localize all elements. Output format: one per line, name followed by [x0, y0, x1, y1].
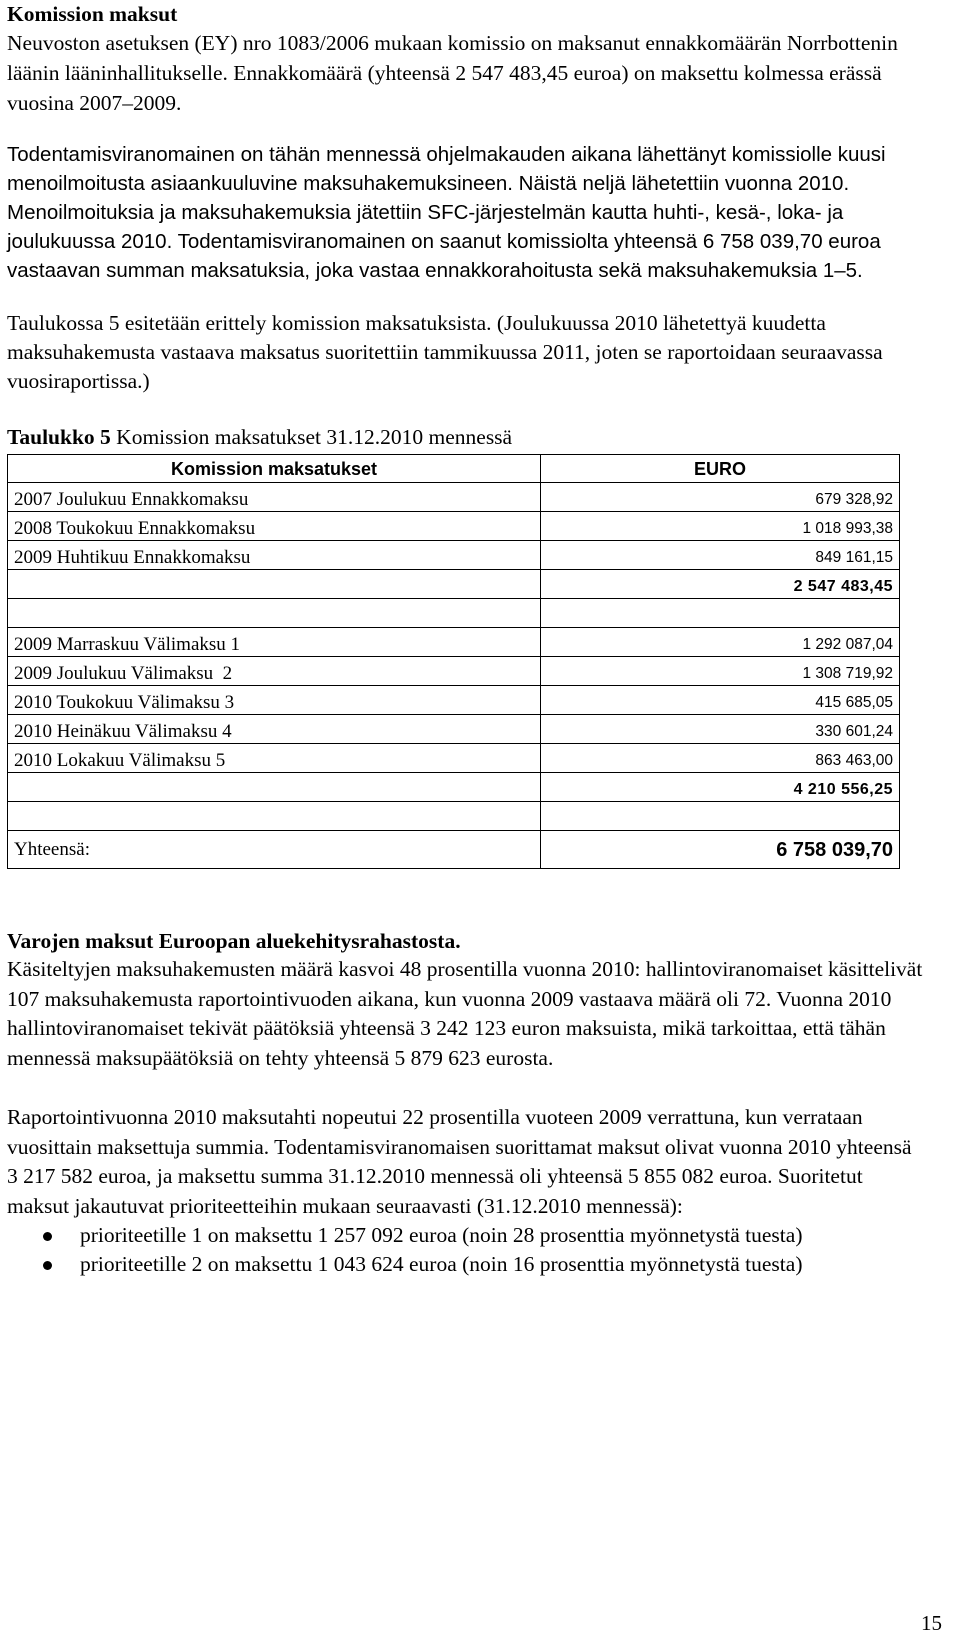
- row-label: 2009 Huhtikuu Ennakkomaksu: [8, 541, 541, 570]
- section-title: Varojen maksut Euroopan aluekehitysrahastosta.: [7, 929, 461, 953]
- paragraph-table-intro: Taulukossa 5 esitetään erittely komission maksatuksista. (Joulukuussa 2010 lähetettyä kuudetta maksuhakemusta vastaava maksatus suoritettiin tammikuussa 2011, joten se raportoidaan seuraavassa vuosiraportissa.): [7, 311, 883, 393]
- row-label: 2010 Toukokuu Välimaksu 3: [8, 686, 541, 715]
- table-header-row: [8, 455, 900, 483]
- row-amount: 330 601,24: [541, 715, 900, 744]
- table-row: [8, 686, 900, 715]
- row-label: 2010 Heinäkuu Välimaksu 4: [8, 715, 541, 744]
- bullet-icon: [43, 1261, 52, 1270]
- paragraph-claims-processed: Käsiteltyjen maksuhakemusten määrä kasvoi 48 prosentilla vuonna 2010: hallintoviranomaiset käsittelivät 107 maksuhakemusta raportointivuoden aikana, kun vuonna 2009 vastaava määrä oli 72. Vuonna 2010 hallintoviranomaiset tekivät päätöksiä yhteensä 3 242 123 euron maksuista, mikä tarkoittaa, että tähän mennessä maksupäätöksiä on tehty yhteensä 5 879 623 eurosta.: [7, 957, 923, 1070]
- table-caption-text: Komission maksatukset 31.12.2010 mennessä: [110, 425, 513, 449]
- table-row-grand-total: [8, 831, 900, 869]
- row-amount: 1 018 993,38: [541, 512, 900, 541]
- list-item: [7, 1250, 927, 1279]
- row-label: 2010 Lokakuu Välimaksu 5: [8, 744, 541, 773]
- page-number: 15: [921, 1611, 942, 1635]
- bullet-icon: [43, 1232, 52, 1241]
- paragraph-payment-claims: Todentamisviranomainen on tähän mennessä ohjelmakauden aikana lähettänyt komissiolle kuusi menoilmoitusta asiaankuuluvine maksuhakemuksineen. Näistä neljä lähetettiin vuonna 2010. Menoilmoituksia ja maksuhakemuksia jätettiin SFC-järjestelmän kautta huhti-, kesä-, loka- ja joulukuussa 2010. Todentamisviranomainen on saanut komissiolta yhteensä 6 758 039,70 euroa vastaavan summan maksatuksia, joka vastaa ennakkorahoitusta sekä maksuhakemuksia 1–5.: [7, 143, 886, 282]
- row-amount: 1 292 087,04: [541, 628, 900, 657]
- row-amount: 415 685,05: [541, 686, 900, 715]
- row-label: 2008 Toukokuu Ennakkomaksu: [8, 512, 541, 541]
- table-row: [8, 628, 900, 657]
- table-row: [8, 483, 900, 512]
- row-amount: 679 328,92: [541, 483, 900, 512]
- grand-total-label: Yhteensä:: [8, 831, 541, 869]
- paragraph-advance-payments: Neuvoston asetuksen (EY) nro 1083/2006 mukaan komissio on maksanut ennakkomäärän Norrbottenin läänin lääninhallitukselle. Ennakkomäärä (yhteensä 2 547 483,45 euroa) on maksettu kolmessa erässä vuosina 2007–2009.: [7, 31, 898, 115]
- table-caption-number: Taulukko 5: [7, 425, 111, 449]
- table-row: [8, 715, 900, 744]
- column-header-euro: EURO: [541, 455, 900, 483]
- paragraph-payment-pace: Raportointivuonna 2010 maksutahti nopeutui 22 prosentilla vuoteen 2009 verrattuna, kun verrataan vuosittain maksettuja summia. Todentamisviranomaisen suorittamat maksut olivat vuonna 2010 yhteensä 3 217 582 euroa, ja maksettu summa 31.12.2010 mennessä oli yhteensä 5 855 082 euroa. Suoritetut maksut jakautuvat prioriteetteihin mukaan seuraavasti (31.12.2010 mennessä):: [7, 1105, 912, 1218]
- table-row: [8, 657, 900, 686]
- row-amount: 863 463,00: [541, 744, 900, 773]
- row-label: 2009 Joulukuu Välimaksu 2: [8, 657, 541, 686]
- interim-subtotal: 4 210 556,25: [541, 773, 900, 802]
- grand-total-amount: 6 758 039,70: [541, 831, 900, 869]
- table-caption: [7, 424, 927, 450]
- table-row-subtotal: [8, 773, 900, 802]
- list-item-text: prioriteetille 1 on maksettu 1 257 092 euroa (noin 28 prosenttia myönnetystä tuesta): [80, 1223, 803, 1247]
- table-row-subtotal: [8, 570, 900, 599]
- section-title: Komission maksut: [7, 2, 178, 26]
- document-page: [7, 0, 927, 1279]
- table-row-blank: [8, 802, 900, 831]
- list-item: [7, 1221, 927, 1250]
- column-header-payments: Komission maksatukset: [8, 455, 541, 483]
- commission-payments-table: [7, 454, 900, 869]
- list-item-text: prioriteetille 2 on maksettu 1 043 624 euroa (noin 16 prosenttia myönnetystä tuesta): [80, 1252, 803, 1276]
- advance-subtotal: 2 547 483,45: [541, 570, 900, 599]
- table-row: [8, 512, 900, 541]
- row-amount: 849 161,15: [541, 541, 900, 570]
- table-row: [8, 744, 900, 773]
- row-label: 2007 Joulukuu Ennakkomaksu: [8, 483, 541, 512]
- table-row-blank: [8, 599, 900, 628]
- row-label: 2009 Marraskuu Välimaksu 1: [8, 628, 541, 657]
- table-row: [8, 541, 900, 570]
- priority-list: [7, 1221, 927, 1279]
- row-amount: 1 308 719,92: [541, 657, 900, 686]
